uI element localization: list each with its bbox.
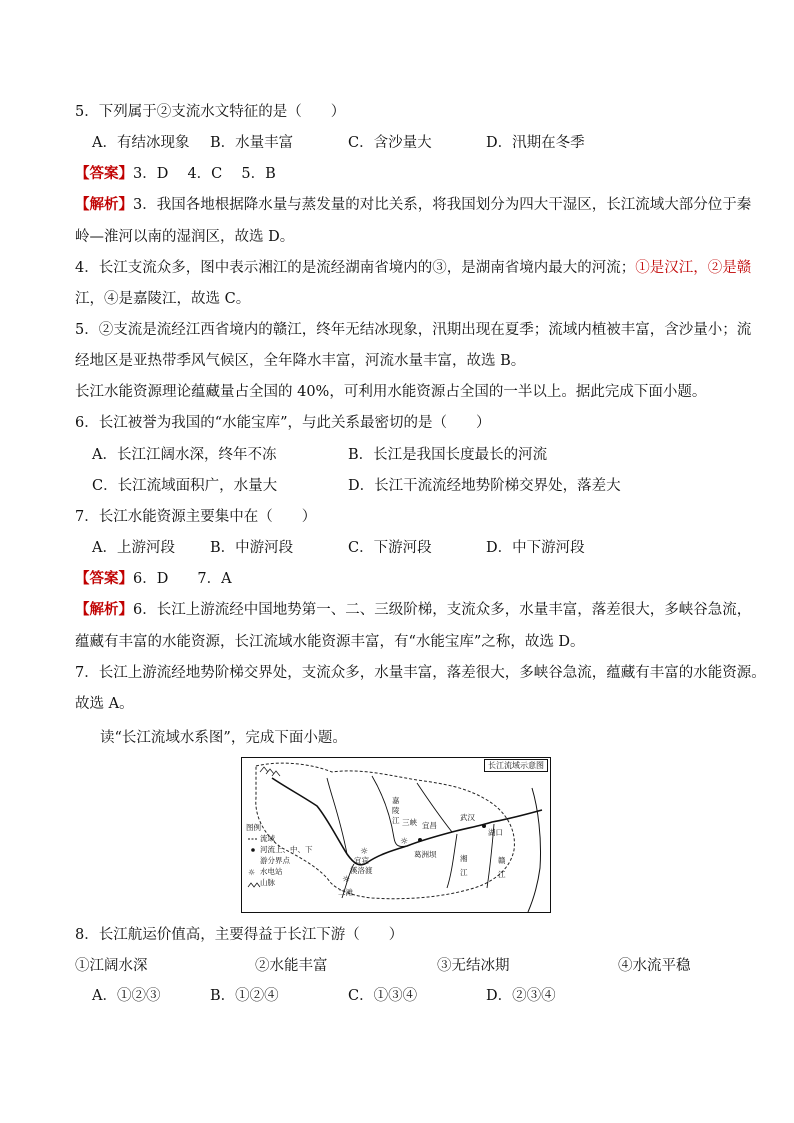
q8-item-3: ③无结冰期 (437, 958, 510, 974)
tributary (327, 778, 347, 854)
q8-option-c: C．①③④ (348, 988, 418, 1004)
map-label: 江 (460, 868, 468, 877)
explanation-text: 3．我国各地根据降水量与蒸发量的对比关系，将我国划分为四大干湿区，长江流域大部分位于秦 (133, 197, 752, 213)
hydropower-icon: ☼ (400, 837, 409, 847)
q8-item-1: ①江阔水深 (75, 958, 148, 974)
q6-stem: 6．长江被誉为我国的“水能宝库”，与此关系最密切的是（ ） (75, 415, 491, 431)
q7-option-c: C．下游河段 (348, 540, 432, 556)
answer-row-1 (75, 164, 276, 184)
map-label: 湖口 (488, 828, 503, 837)
map-label: 嘉 (392, 796, 400, 805)
q8-item-2: ②水能丰富 (255, 958, 328, 974)
legend-item: 水电站 (260, 867, 283, 876)
q5-option-c: C．含沙量大 (348, 135, 432, 151)
q5-option-d: D．汛期在冬季 (486, 135, 585, 151)
map-label: 江 (392, 816, 400, 825)
explanation-tag: 【解析】 (75, 196, 133, 213)
map-label: 湘 (460, 854, 468, 863)
map-label: 武汉 (460, 813, 475, 822)
q7-option-a: A．上游河段 (92, 540, 175, 556)
map-label: 陵 (392, 806, 400, 815)
map-label: 三峡 (402, 818, 417, 827)
explanation-tag: 【解析】 (75, 601, 133, 618)
q8-stem: 8．长江航运价值高，主要得益于长江下游（ ） (75, 927, 404, 943)
yichang-point (418, 838, 422, 842)
legend-item: 流域 (260, 834, 275, 843)
explanation-1-line-2: 岭—淮河以南的湿润区，故选 D。 (75, 229, 295, 245)
map-label: 宜宾 (354, 856, 369, 865)
explanation-2-line-2: 蕴藏有丰富的水能资源，长江流域水能资源丰富，有“水能宝库”之称，故选 D。 (75, 634, 585, 650)
coastline (528, 788, 541, 912)
map-label: 二滩 (338, 888, 353, 897)
q6-option-a: A．长江江阔水深，终年不冻 (92, 447, 277, 463)
explanation-2-line-3: 7．长江上游流经地势阶梯交界处，支流众多，水量丰富，落差很大，多峡谷急流，蕴藏有丰富的水能资源。 (75, 665, 766, 681)
q6-option-b: B．长江是我国长度最长的河流 (348, 447, 548, 463)
hydropower-icon: ☼ (360, 847, 369, 857)
map-label: 溪洛渡 (350, 866, 373, 875)
q8-option-a: A．①②③ (92, 988, 161, 1004)
answer-row-2 (75, 569, 232, 589)
answer-text: 3．D 4．C 5．B (133, 166, 276, 182)
map-label: 赣 (498, 856, 506, 865)
tributary-jialing (372, 776, 407, 847)
explanation-text: 4．长江支流众多，图中表示湘江的是流经湖南省境内的③，是湖南省境内最大的河流； (75, 260, 636, 276)
legend-item: 河流上、中、下 (260, 845, 313, 854)
q7-stem: 7．长江水能资源主要集中在（ ） (75, 509, 317, 525)
tributary-xiang (447, 834, 457, 888)
legend-item: 山脉 (260, 878, 275, 887)
map-label: 葛洲坝 (414, 850, 437, 859)
q6-option-d: D．长江干流流经地势阶梯交界处，落差大 (348, 478, 621, 494)
explanation-1-line-5: 5．②支流是流经江西省境内的赣江，终年无结冰现象，汛期出现在夏季；流域内植被丰富，含沙量小；流 (75, 322, 752, 338)
q8-option-d: D．②③④ (486, 988, 556, 1004)
legend-hydro-symbol: ☼ (248, 868, 256, 877)
explanation-text-red: ①是汉江，②是赣 (635, 260, 752, 276)
q7-option-d: D．中下游河段 (486, 540, 585, 556)
hukou-point (482, 824, 486, 828)
explanation-1-line-4: 江，④是嘉陵江，故选 C。 (75, 291, 251, 307)
map-title: 长江流域示意图 (484, 759, 548, 772)
map-legend (246, 822, 313, 888)
q7-option-b: B．中游河段 (210, 540, 294, 556)
explanation-1-line-6: 经地区是亚热带季风气候区，全年降水丰富，河流水量丰富，故选 B。 (75, 353, 526, 369)
legend-title: 图例 (246, 823, 261, 832)
q5-stem: 5．下列属于②支流水文特征的是（ ） (75, 104, 346, 120)
explanation-text: 6．长江上游流经中国地势第一、二、三级阶梯，支流众多，水量丰富，落差很大，多峡谷急流， (133, 602, 752, 618)
answer-text: 6．D 7．A (133, 571, 232, 587)
explanation-2-line-1 (75, 600, 751, 620)
answer-tag: 【答案】 (75, 570, 133, 587)
map-label: 江 (498, 870, 506, 879)
passage-intro-2: 长江水能资源理论蕴藏量占全国的 40%，可利用水能资源占全国的一半以上。据此完成下面小题。 (75, 384, 707, 400)
map-label: 宜昌 (422, 821, 437, 830)
q5-option-a: A．有结冰现象 (92, 135, 190, 151)
explanation-1-line-3 (75, 258, 751, 278)
passage-intro-3: 读“长江流域水系图”，完成下面小题。 (100, 730, 347, 746)
explanation-1-line-1 (75, 195, 751, 215)
hydropower-icon: ☼ (342, 875, 351, 885)
explanation-2-line-4: 故选 A。 (75, 696, 134, 712)
legend-item: 游分界点 (260, 856, 290, 865)
q8-item-4: ④水流平稳 (618, 958, 691, 974)
mountain-symbol (260, 767, 280, 776)
yangtze-basin-map (241, 757, 551, 913)
q8-option-b: B．①②④ (210, 988, 279, 1004)
q6-option-c: C．长江流域面积广，水量大 (92, 478, 278, 494)
q5-option-b: B．水量丰富 (210, 135, 294, 151)
answer-tag: 【答案】 (75, 165, 133, 182)
